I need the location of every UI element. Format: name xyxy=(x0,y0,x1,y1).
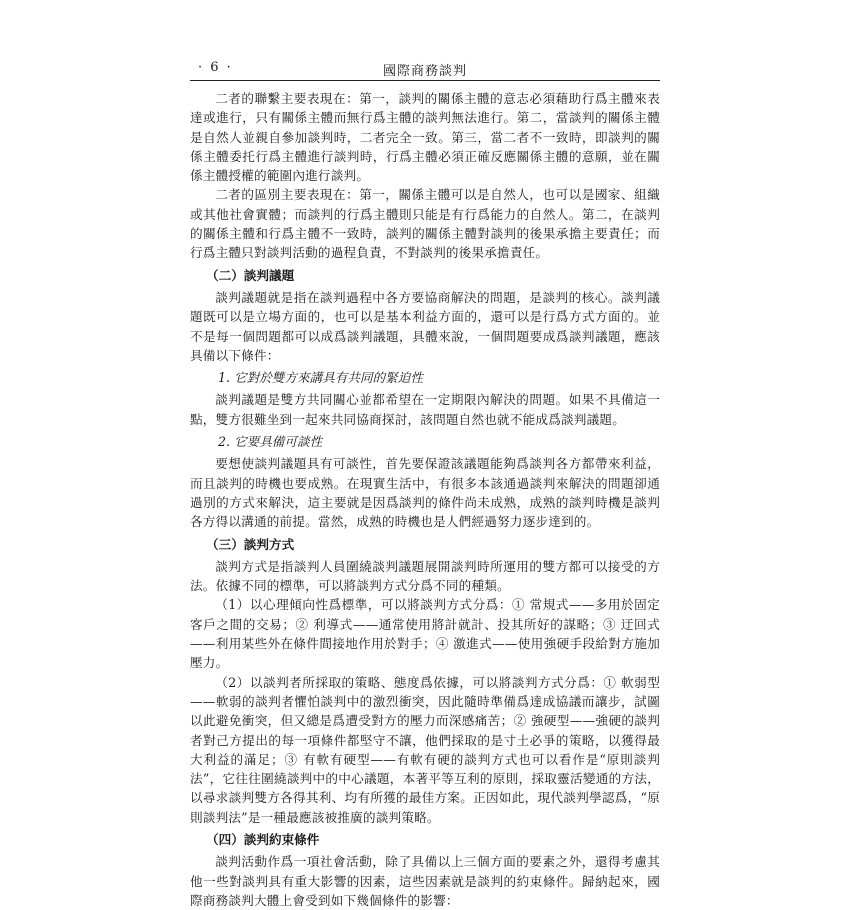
paragraph: 要想使談判議題具有可談性，首先要保證該議題能夠爲談判各方都帶來利益，而且談判的時機也要成熟。在現實生活中，有很多本該通過談判來解決的問題卻通過別的方式來解決，這主要就是因爲談判的條件尚未成熟，成熟的談判時機是談判各方得以溝通的前提。當然，成熟的時機也是人們經過努力逐步達到的。 xyxy=(190,456,660,530)
section-heading: （三）談判方式 xyxy=(206,536,295,552)
page-body xyxy=(190,89,660,910)
paragraph: （1）以心理傾向性爲標準，可以將談判方式分爲：① 常規式——多用於固定客戶之間的交易；② 利導式——通常使用將計就計、投其所好的謀略；③ 迂回式——利用某些外在條件間接地作用於對手；④ 激進式——使用強硬手段給對方施加壓力。 xyxy=(190,597,661,671)
paragraph: （2）以談判者所採取的策略、態度爲依據，可以將談判方式分爲：① 軟弱型——軟弱的談判者懼怕談判中的激烈衝突，因此隨時準備爲達成協議而讓步，試圖以此避免衝突，但又總是爲遭受對方的壓力而深感痛苦；② 強硬型——強硬的談判者對己方提出的每一項條件都堅守不讓，他們採取的是寸土必爭的策略，以獲得最大利益的滿足；③ 有軟有硬型——有軟有硬的談判方式也可以看作是“原則談判法”，它往往圍繞談判中的中心議題，本著平等互利的原則，採取靈活變通的方法，以尋求談判雙方各得其利、均有所獲的最佳方案。正因如此，現代談判學認爲，“原則談判法”是一種最應該被推廣的談判策略。 xyxy=(190,674,660,825)
page-header xyxy=(190,58,660,80)
paragraph: 二者的聯繫主要表現在：第一，談判的關係主體的意志必須藉助行爲主體來表達或進行，只有關係主體而無行爲主體的談判無法進行。第二，當談判的關係主體是自然人並親自參加談判時，二者完全一致。第三，當二者不一致時，即談判的關係主體委托行爲主體進行談判時，行爲主體必須正確反應關係主體的意願，並在關係主體授權的範圍內進行談判。 xyxy=(190,91,660,184)
section-heading: （四）談判約束條件 xyxy=(206,831,320,847)
header-rule xyxy=(190,80,660,81)
paragraph: 談判方式是指談判人員圍繞談判議題展開談判時所運用的雙方都可以接受的方法。依據不同的標準，可以將談判方式分爲不同的種類。 xyxy=(190,558,660,594)
paragraph: 談判議題是雙方共同關心並都希望在一定期限內解決的問題。如果不具備這一點，雙方很難坐到一起來共同協商探討，該問題自然也就不能成爲談判議題。 xyxy=(190,392,660,427)
section-heading: （二）談判議題 xyxy=(206,267,295,283)
paragraph: 談判議題就是指在談判過程中各方要協商解決的問題，是談判的核心。談判議題既可以是立場方面的，也可以是基本利益方面的，還可以是行爲方式方面的。並不是每一個問題都可以成爲談判議題，具體來說，一個問題要成爲談判議題，應該具備以下條件： xyxy=(190,289,660,363)
running-title: 國際商務談判 xyxy=(382,64,467,79)
paragraph: 二者的區別主要表現在：第一，關係主體可以是自然人，也可以是國家、組織或其他社會實體；而談判的行爲主體則只能是有行爲能力的自然人。第二，在談判的關係主體和行爲主體不一致時，談判的關係主體對談判的後果承擔主要責任；而行爲主體只對談判活動的過程負責，不對談判的後果承擔責任。 xyxy=(190,187,660,261)
page-number: · 6 · xyxy=(198,60,233,75)
subheading: 2. 它要具備可談性 xyxy=(218,434,323,450)
subheading: 1. 它對於雙方來講具有共同的緊迫性 xyxy=(218,370,423,386)
paragraph: 談判活動作爲一項社會活動，除了具備以上三個方面的要素之外，還得考慮其他一些對談判具有重大影響的因素，這些因素就是談判的約束條件。歸納起來，國際商務談判大體上會受到如下幾個條件的影響： xyxy=(190,854,660,908)
